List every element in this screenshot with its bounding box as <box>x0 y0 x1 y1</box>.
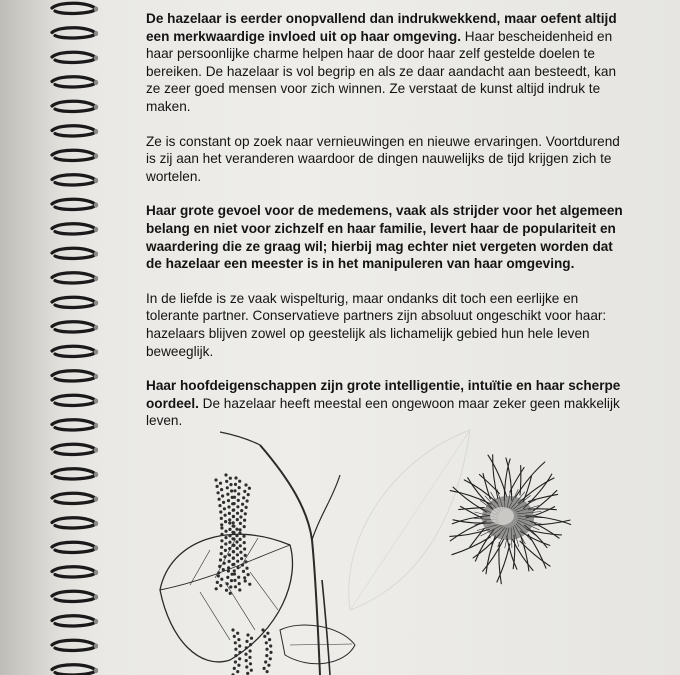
catkin-bead <box>237 638 240 641</box>
catkin-bead <box>223 507 226 510</box>
catkin-bead <box>221 494 224 497</box>
punch-hole <box>94 276 98 281</box>
paragraph-1-text: Haar bescheidenheid en haar persoonlijke charme helpen haar de door haar zelf gestelde doelen te bereiken. De hazelaar is vol begrip en als ze daar aandacht aan besteedt, kan ze zeer goed mensen voor zich winnen. Ze verstaat de kunst altijd indruk te maken. <box>146 28 617 114</box>
catkin-bead <box>226 576 229 579</box>
catkin-bead <box>218 498 221 501</box>
catkin-bead <box>240 509 243 512</box>
catkin-bead <box>225 480 228 483</box>
punch-hole <box>94 349 98 354</box>
catkin-bead <box>220 526 223 529</box>
catkin-bead <box>243 490 246 493</box>
catkin-bead <box>234 641 237 644</box>
catkin-bead <box>217 571 220 574</box>
catkin-bead <box>236 518 239 521</box>
catkin-bead <box>229 483 232 486</box>
paragraph-3 <box>146 202 626 272</box>
catkin-bead <box>244 653 247 656</box>
catkin-bead <box>245 659 248 662</box>
catkin-bead <box>243 519 246 522</box>
catkin-bead <box>250 637 253 640</box>
catkin-bead <box>224 530 227 533</box>
catkin-bead <box>237 492 240 495</box>
catkin-bead <box>232 544 235 547</box>
paragraph-1-bold: De hazelaar is eerder onopvallend dan indrukwekkend, maar oefent altijd een merkwaardige invloed uit op haar omgeving. <box>146 11 617 44</box>
catkin-bead <box>239 551 242 554</box>
catkin-bead <box>269 644 272 647</box>
paragraph-3-bold: Haar grote gevoel voor de medemens, vaak als strijder voor het algemeen belang en niet voor zichzelf en haar familie, levert haar de populariteit en waardering die ze graag wil; hierbij mag echter niet vergeten worden dat de hazelaar een meester is in het manipuleren van haar omgeving. <box>146 203 623 272</box>
catkin-bead <box>239 528 242 531</box>
catkin-bead <box>233 569 236 572</box>
catkin-bead <box>246 499 249 502</box>
catkin-bead <box>218 565 221 568</box>
catkin-bead <box>228 528 231 531</box>
catkin-bead <box>228 560 231 563</box>
catkin-bead <box>228 541 231 544</box>
catkin-bead <box>243 541 246 544</box>
catkin-bead <box>224 536 227 539</box>
catkin-bead <box>220 517 223 520</box>
catkin-bead <box>244 512 247 515</box>
catkin-bead <box>220 523 223 526</box>
catkin-bead <box>248 656 251 659</box>
punch-hole <box>94 6 98 11</box>
catkin-bead <box>243 576 246 579</box>
catkin-bead <box>233 496 236 499</box>
catkin-bead <box>219 510 222 513</box>
paragraph-1 <box>146 10 626 116</box>
catkin-bead <box>229 585 232 588</box>
catkin-bead <box>249 643 252 646</box>
catkin-bead <box>220 578 223 581</box>
catkin-bead <box>228 518 231 521</box>
spiral-binding <box>0 0 110 675</box>
catkin-bead <box>237 576 240 579</box>
catkin-bead <box>237 566 240 569</box>
catkin-bead <box>220 546 223 549</box>
husk-bract <box>528 509 556 510</box>
catkin-bead <box>249 662 252 665</box>
catkin-bead <box>233 489 236 492</box>
paragraph-4 <box>146 290 626 360</box>
catkin-bead <box>236 547 239 550</box>
catkin-bead <box>238 657 241 660</box>
catkin-bead <box>216 485 219 488</box>
punch-hole <box>94 668 98 673</box>
text-content <box>146 10 626 447</box>
catkin-bead <box>269 651 272 654</box>
catkin-bead <box>227 569 230 572</box>
catkin-bead <box>248 487 251 490</box>
catkin-bead <box>220 552 223 555</box>
paragraph-5-text: De hazelaar heeft meestal een ongewoon maar zeker geen makkelijk leven. <box>146 395 620 429</box>
catkin-bead <box>249 649 252 652</box>
catkin-bead <box>234 476 237 479</box>
catkin-bead <box>225 589 228 592</box>
punch-hole <box>94 202 98 207</box>
catkin-bead <box>219 558 222 561</box>
catkin-bead <box>265 641 268 644</box>
catkin-bead <box>224 520 227 523</box>
punch-hole <box>94 521 98 526</box>
catkin-bead <box>232 550 235 553</box>
catkin-bead <box>217 491 220 494</box>
husk-bract <box>504 459 510 500</box>
catkin-bead <box>238 644 241 647</box>
catkin-bead <box>219 482 222 485</box>
catkin-bead <box>222 501 225 504</box>
punch-hole <box>94 104 98 109</box>
punch-hole <box>94 496 98 501</box>
catkin-bead <box>236 505 239 508</box>
catkin-bead <box>229 592 232 595</box>
catkin-bead <box>245 646 248 649</box>
catkin-bead <box>233 502 236 505</box>
catkin-bead <box>245 640 248 643</box>
catkin-bead <box>266 670 269 673</box>
catkin-bead <box>267 664 270 667</box>
catkin-bead <box>238 582 241 585</box>
catkin-bead <box>265 654 268 657</box>
catkin-bead <box>234 654 237 657</box>
punch-hole <box>94 227 98 232</box>
catkin-bead <box>228 521 231 524</box>
punch-hole <box>94 447 98 452</box>
catkin-bead <box>227 499 230 502</box>
catkin-bead <box>266 632 269 635</box>
catkin-bead <box>216 581 219 584</box>
punch-hole <box>94 31 98 36</box>
catkin-bead <box>234 648 237 651</box>
catkin-bead <box>265 648 268 651</box>
catkin-bead <box>230 489 233 492</box>
punch-hole <box>94 619 98 624</box>
catkin-bead <box>226 493 229 496</box>
catkin-bead <box>245 665 248 668</box>
catkin-bead <box>241 563 244 566</box>
punch-hole <box>94 643 98 648</box>
catkin-bead <box>238 588 241 591</box>
catkin-bead <box>263 635 266 638</box>
catkin-bead <box>238 486 241 489</box>
catkin-bead <box>226 582 229 585</box>
catkin-bead <box>238 531 241 534</box>
catkin-bead <box>234 660 237 663</box>
catkin-bead <box>228 547 231 550</box>
catkin-bead <box>220 488 223 491</box>
catkin-bead <box>244 554 247 557</box>
catkin-bead <box>247 573 250 576</box>
catkin-bead <box>227 566 230 569</box>
catkin-bead <box>236 553 239 556</box>
catkin-bead <box>242 535 245 538</box>
punch-hole <box>94 80 98 85</box>
catkin-bead <box>241 503 244 506</box>
catkin-bead <box>245 506 248 509</box>
catkin-bead <box>232 521 235 524</box>
catkin-bead <box>227 505 230 508</box>
catkin-bead <box>238 480 241 483</box>
catkin-bead <box>244 579 247 582</box>
catkin-bead <box>228 534 231 537</box>
catkin-bead <box>235 528 238 531</box>
catkin-bead <box>263 667 266 670</box>
catkin-bead <box>242 496 245 499</box>
catkin-bead <box>232 556 235 559</box>
catkin-bead <box>220 539 223 542</box>
catkin-bead <box>232 508 235 511</box>
catkin-bead <box>233 635 236 638</box>
catkin-bead <box>237 664 240 667</box>
punch-hole <box>94 251 98 256</box>
husk-bract <box>486 536 495 574</box>
catkin-bead <box>232 563 235 566</box>
punch-hole <box>94 594 98 599</box>
punch-hole <box>94 570 98 575</box>
catkin-bead <box>243 547 246 550</box>
husk-bract <box>450 529 489 536</box>
catkin-bead <box>239 522 242 525</box>
husk-bract <box>528 494 558 501</box>
catkin-bead <box>215 587 218 590</box>
catkin-bead <box>238 651 241 654</box>
catkin-bead <box>239 544 242 547</box>
husk-bract <box>521 536 529 571</box>
catkin-bead <box>235 534 238 537</box>
paragraph-2 <box>146 133 626 186</box>
catkin-bead <box>242 570 245 573</box>
catkin-bead <box>218 504 221 507</box>
catkin-bead <box>223 555 226 558</box>
catkin-bead <box>269 657 272 660</box>
paragraph-4-text: In de liefde is ze vaak wispelturig, maar ondanks dit toch een eerlijke en tolerante partner. Conservatieve partners zijn absoluut ongeschikt voor haar: hazelaars blijven zowel op geestelijk als lichamelijk gebied hun hele leven beweeglijk. <box>146 290 607 359</box>
punch-hole <box>94 545 98 550</box>
catkin-bead <box>236 632 239 635</box>
punch-hole <box>94 374 98 379</box>
catkin-bead <box>233 572 236 575</box>
catkin-bead <box>234 585 237 588</box>
catkin-bead <box>234 483 237 486</box>
catkin-bead <box>232 515 235 518</box>
catkin-bead <box>236 670 239 673</box>
catkin-bead <box>224 549 227 552</box>
catkin-bead <box>236 512 239 515</box>
catkin-bead <box>243 525 246 528</box>
catkin-bead <box>217 574 220 577</box>
punch-hole <box>94 325 98 330</box>
catkin-bead <box>250 669 253 672</box>
catkin-bead <box>226 486 229 489</box>
catkin-bead <box>233 667 236 670</box>
catkin-bead <box>268 638 271 641</box>
punch-hole <box>94 423 98 428</box>
catkin-bead <box>228 553 231 556</box>
husk-bract <box>520 466 521 495</box>
punch-hole <box>94 153 98 158</box>
hazel-branch-illustration <box>140 430 380 675</box>
punch-hole <box>94 398 98 403</box>
catkin-bead <box>245 567 248 570</box>
catkin-bead <box>224 473 227 476</box>
catkin-bead <box>228 512 231 515</box>
husk-bract <box>483 540 504 572</box>
catkin-bead <box>219 584 222 587</box>
punch-hole <box>94 129 98 134</box>
punch-hole <box>94 472 98 477</box>
catkin-bead <box>235 540 238 543</box>
paragraph-5-bold: Haar hoofdeigenschappen zijn grote intelligentie, intuïtie en haar scherpe oordeel. <box>146 378 621 411</box>
catkin-bead <box>247 493 250 496</box>
catkin-bead <box>248 583 251 586</box>
catkin-bead <box>264 660 267 663</box>
catkin-bead <box>222 568 225 571</box>
catkin-bead <box>220 533 223 536</box>
catkin-bead <box>224 514 227 517</box>
catkin-bead <box>231 628 234 631</box>
catkin-bead <box>233 579 236 582</box>
catkin-bead <box>244 483 247 486</box>
catkin-bead <box>214 478 217 481</box>
husk-bract <box>483 474 490 500</box>
catkin-bead <box>223 562 226 565</box>
catkin-bead <box>261 628 264 631</box>
punch-hole <box>94 178 98 183</box>
punch-hole <box>94 300 98 305</box>
hazelnut-husk-illustration <box>430 440 580 595</box>
catkin-bead <box>239 538 242 541</box>
catkin-bead <box>231 537 234 540</box>
catkin-bead <box>231 531 234 534</box>
catkin-bead <box>246 633 249 636</box>
catkin-bead <box>240 557 243 560</box>
catkin-bead <box>239 515 242 518</box>
paragraph-2-text: Ze is constant op zoek naar vernieuwingen en nieuwe ervaringen. Voortdurend is zij aan het veranderen waardoor de dingen nauwelijks de tijd krijgen zich te wortelen. <box>146 133 620 184</box>
catkin-bead <box>244 560 247 563</box>
catkin-bead <box>237 499 240 502</box>
catkin-bead <box>230 579 233 582</box>
punch-hole <box>94 55 98 60</box>
catkin-bead <box>229 477 232 480</box>
catkin-bead <box>232 524 235 527</box>
catkin-bead <box>236 560 239 563</box>
catkin-bead <box>224 542 227 545</box>
